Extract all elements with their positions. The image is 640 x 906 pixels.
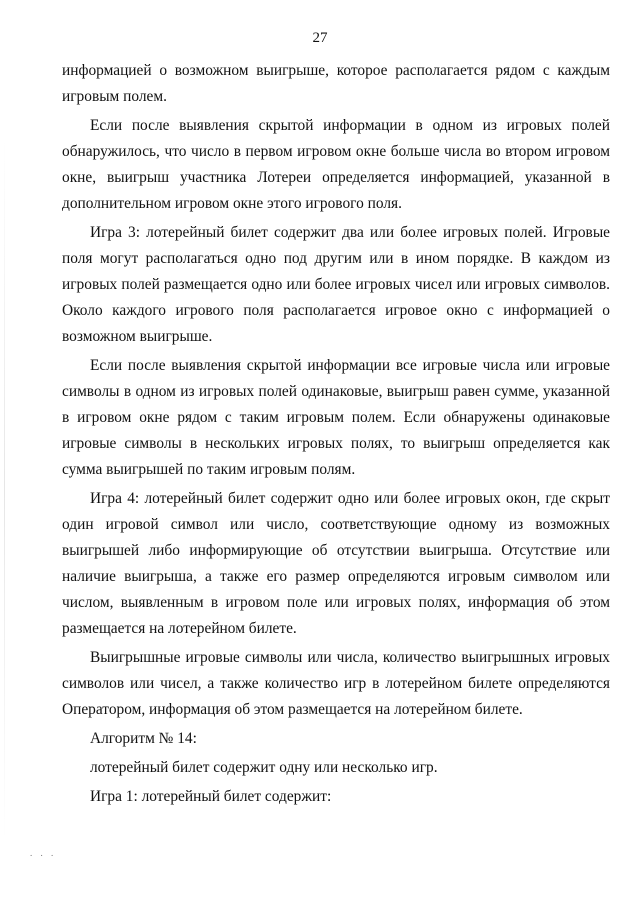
paragraph-game-4: Игра 4: лотерейный билет содержит одно или более игровых окон, где скрыт один игровой символ или число, соответствующие одному из возможных выигрышей либо информирующие об отсутствии выигрыша. Отсутствие или наличие выигрыша, а также его размер определяются игровым символом или числом, выявленным в игровом поле или игровых полях, информация об этом размещается на лотерейном билете. xyxy=(62,490,610,637)
paragraph-game-3: Игра 3: лотерейный билет содержит два или более игровых полей. Игровые поля могут располагаться одно под другим или в ином порядке. В каждом из игровых полей размещается одно или более игровых чисел или игровых символов. Около каждого игрового поля располагается игровое окно с информацией о возможном выигрыше. xyxy=(62,224,610,345)
page-number: 27 xyxy=(312,30,328,46)
scan-edge-shadow xyxy=(4,140,5,840)
paragraph-game-2-result: Если после выявления скрытой информации в одном из игровых полей обнаружилось, что число в первом игровом окне больше числа во втором игровом окне, выигрыш участника Лотереи определяется информацией, указанной в дополнительном игровом окне этого игрового поля. xyxy=(62,117,610,212)
paragraph-winning-symbols: Выигрышные игровые символы или числа, количество выигрышных игровых символов или чисел, а также количество игр в лотерейном билете определяются Оператором, информация об этом размещается на лотерейном билете. xyxy=(62,649,610,718)
paragraph-algorithm-ticket: лотерейный билет содержит одну или несколько игр. xyxy=(90,759,438,776)
paragraph-continuation: информацией о возможном выигрыше, которое располагается рядом с каждым игровым полем. xyxy=(62,62,610,105)
paragraph-game-3-result: Если после выявления скрытой информации все игровые числа или игровые символы в одном из игровых полей одинаковые, выигрыш равен сумме, указанной в игровом окне рядом с таким игровым полем. Если обнаружены одинаковые игровые символы в нескольких игровых полях, то выигрыш определяется как сумма выигрышей по таким игровым полям. xyxy=(62,357,610,478)
scan-artifact-marks: . . . xyxy=(30,848,57,858)
document-body xyxy=(62,58,610,810)
paragraph-game-1: Игра 1: лотерейный билет содержит: xyxy=(90,788,332,805)
paragraph-algorithm-heading: Алгоритм № 14: xyxy=(90,730,197,747)
